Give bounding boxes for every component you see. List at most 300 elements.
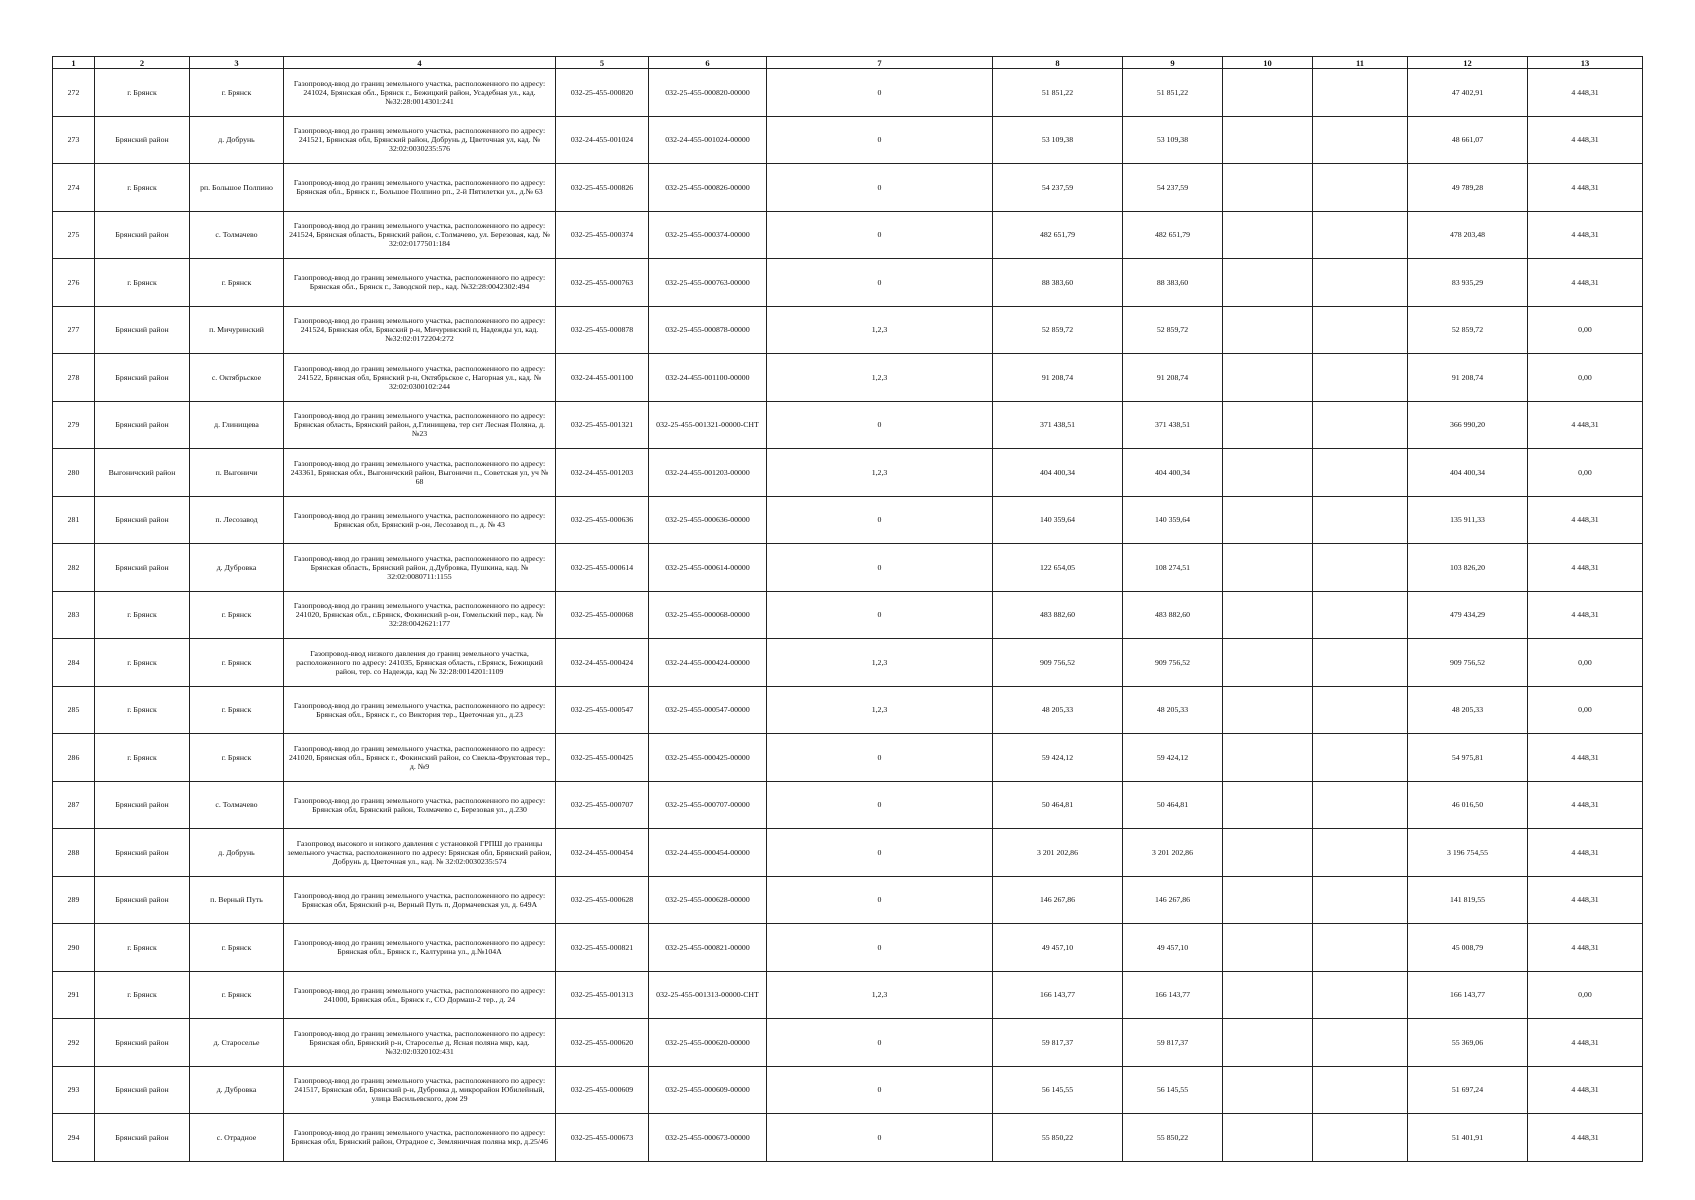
column-7-cell: 0 [767, 876, 993, 924]
row-number: 280 [53, 449, 95, 497]
table-row [53, 639, 1643, 687]
row-number: 281 [53, 496, 95, 544]
column-11-cell [1313, 354, 1408, 402]
column-13-cell: 4 448,31 [1528, 591, 1643, 639]
table-row [53, 449, 1643, 497]
column-7-cell: 0 [767, 734, 993, 782]
area-cell: Брянский район [95, 496, 190, 544]
column-10-cell [1223, 876, 1313, 924]
column-13-cell: 0,00 [1528, 686, 1643, 734]
row-number: 285 [53, 686, 95, 734]
column-9-cell: 166 143,77 [1123, 971, 1223, 1019]
column-8-cell: 483 882,60 [993, 591, 1123, 639]
column-9-cell: 146 267,86 [1123, 876, 1223, 924]
area-cell: г. Брянск [95, 686, 190, 734]
inventory-number-cell: 032-25-455-000609 [556, 1066, 649, 1114]
locality-cell: г. Брянск [190, 259, 284, 307]
object-description-cell: Газопровод-ввод до границ земельного участка, расположенного по адресу: 241024, Брянская обл., Брянск г., Бежицкий район, Усадебная ул., кад. №32:28:0014301:241 [284, 69, 556, 117]
column-9-cell: 56 145,55 [1123, 1066, 1223, 1114]
inventory-number-cell: 032-24-455-000454 [556, 829, 649, 877]
column-9-cell: 54 237,59 [1123, 164, 1223, 212]
locality-cell: г. Брянск [190, 69, 284, 117]
table-row [53, 496, 1643, 544]
object-code-cell: 032-24-455-001100-00000 [649, 354, 767, 402]
column-13-cell: 4 448,31 [1528, 116, 1643, 164]
locality-cell: с. Октябрьское [190, 354, 284, 402]
object-description-cell: Газопровод-ввод до границ земельного участка, расположенного по адресу: Брянская обл, Брянский р-н, Староселье д, Ясная поляна мкр, кад. №32:02:0320102:431 [284, 1019, 556, 1067]
column-11-cell [1313, 1114, 1408, 1162]
inventory-number-cell: 032-25-455-000425 [556, 734, 649, 782]
object-code-cell: 032-25-455-000374-00000 [649, 211, 767, 259]
inventory-number-cell: 032-24-455-000424 [556, 639, 649, 687]
column-10-cell [1223, 639, 1313, 687]
table-row [53, 1114, 1643, 1162]
object-code-cell: 032-25-455-000763-00000 [649, 259, 767, 307]
object-code-cell: 032-25-455-000826-00000 [649, 164, 767, 212]
table-row [53, 686, 1643, 734]
inventory-number-cell: 032-24-455-001024 [556, 116, 649, 164]
inventory-number-cell: 032-25-455-001321 [556, 401, 649, 449]
column-7-cell: 0 [767, 924, 993, 972]
column-12-cell: 48 205,33 [1408, 686, 1528, 734]
column-9-cell: 49 457,10 [1123, 924, 1223, 972]
table-row [53, 69, 1643, 117]
row-number: 277 [53, 306, 95, 354]
table-row [53, 971, 1643, 1019]
object-description-cell: Газопровод-ввод до границ земельного участка, расположенного по адресу: Брянская обл., Брянск г., Заводской пер., кад. №32:28:0042302:494 [284, 259, 556, 307]
column-13-cell: 4 448,31 [1528, 69, 1643, 117]
object-code-cell: 032-24-455-000454-00000 [649, 829, 767, 877]
column-9-cell: 482 651,79 [1123, 211, 1223, 259]
table-row [53, 259, 1643, 307]
column-11-cell [1313, 306, 1408, 354]
area-cell: г. Брянск [95, 164, 190, 212]
column-11-cell [1313, 449, 1408, 497]
row-number: 272 [53, 69, 95, 117]
object-code-cell: 032-25-455-000821-00000 [649, 924, 767, 972]
row-number: 279 [53, 401, 95, 449]
column-12-cell: 51 401,91 [1408, 1114, 1528, 1162]
column-13-cell: 0,00 [1528, 354, 1643, 402]
row-number: 287 [53, 781, 95, 829]
column-13-cell: 0,00 [1528, 449, 1643, 497]
row-number: 294 [53, 1114, 95, 1162]
locality-cell: г. Брянск [190, 734, 284, 782]
area-cell: Брянский район [95, 781, 190, 829]
column-9-cell: 404 400,34 [1123, 449, 1223, 497]
column-10-cell [1223, 924, 1313, 972]
object-description-cell: Газопровод-ввод до границ земельного участка, расположенного по адресу: 241000, Брянская обл., Брянск г., СО Дормаш-2 тер., д. 24 [284, 971, 556, 1019]
inventory-number-cell: 032-25-455-001313 [556, 971, 649, 1019]
object-code-cell: 032-25-455-001313-00000-СНТ [649, 971, 767, 1019]
locality-cell: д. Староселье [190, 1019, 284, 1067]
area-cell: Брянский район [95, 876, 190, 924]
column-9-cell: 140 359,64 [1123, 496, 1223, 544]
column-8-cell: 88 383,60 [993, 259, 1123, 307]
column-11-cell [1313, 496, 1408, 544]
column-11-cell [1313, 259, 1408, 307]
inventory-number-cell: 032-25-455-000821 [556, 924, 649, 972]
column-10-cell [1223, 591, 1313, 639]
column-10-cell [1223, 1114, 1313, 1162]
column-number-header-row [53, 57, 1643, 69]
table-row [53, 1019, 1643, 1067]
column-7-cell: 0 [767, 544, 993, 592]
column-10-cell [1223, 1066, 1313, 1114]
column-8-cell: 404 400,34 [993, 449, 1123, 497]
column-8-cell: 3 201 202,86 [993, 829, 1123, 877]
table-row [53, 306, 1643, 354]
column-10-cell [1223, 686, 1313, 734]
column-13-cell: 4 448,31 [1528, 1019, 1643, 1067]
column-7-cell: 1,2,3 [767, 686, 993, 734]
column-7-cell: 0 [767, 116, 993, 164]
area-cell: Брянский район [95, 116, 190, 164]
column-12-cell: 47 402,91 [1408, 69, 1528, 117]
column-8-cell: 140 359,64 [993, 496, 1123, 544]
table-row [53, 1066, 1643, 1114]
inventory-number-cell: 032-25-455-000068 [556, 591, 649, 639]
area-cell: г. Брянск [95, 734, 190, 782]
object-description-cell: Газопровод высокого и низкого давления с установкой ГРПШ до границы земельного участка, расположенного по адресу: Брянская обл, Брянский район, Добрунь д, Цветочная ул., кад. № 32:02:0030235:574 [284, 829, 556, 877]
column-header-5: 5 [556, 57, 649, 69]
object-description-cell: Газопровод-ввод до границ земельного участка, расположенного по адресу: 241521, Брянская обл, Брянский район, Добрунь д, Цветочная ул, кад. № 32:02:0030235:576 [284, 116, 556, 164]
row-number: 291 [53, 971, 95, 1019]
column-8-cell: 122 654,05 [993, 544, 1123, 592]
column-11-cell [1313, 829, 1408, 877]
table-row [53, 876, 1643, 924]
area-cell: Брянский район [95, 306, 190, 354]
area-cell: г. Брянск [95, 591, 190, 639]
column-10-cell [1223, 69, 1313, 117]
column-8-cell: 91 208,74 [993, 354, 1123, 402]
table-row [53, 211, 1643, 259]
column-9-cell: 50 464,81 [1123, 781, 1223, 829]
column-header-7: 7 [767, 57, 993, 69]
column-7-cell: 0 [767, 211, 993, 259]
column-header-6: 6 [649, 57, 767, 69]
column-13-cell: 4 448,31 [1528, 164, 1643, 212]
column-7-cell: 1,2,3 [767, 354, 993, 402]
column-7-cell: 0 [767, 164, 993, 212]
column-header-12: 12 [1408, 57, 1528, 69]
column-12-cell: 909 756,52 [1408, 639, 1528, 687]
register-sheet [52, 56, 1642, 1162]
column-10-cell [1223, 116, 1313, 164]
area-cell: г. Брянск [95, 69, 190, 117]
column-11-cell [1313, 876, 1408, 924]
column-13-cell: 4 448,31 [1528, 781, 1643, 829]
column-13-cell: 4 448,31 [1528, 401, 1643, 449]
column-13-cell: 4 448,31 [1528, 496, 1643, 544]
column-12-cell: 479 434,29 [1408, 591, 1528, 639]
column-8-cell: 59 817,37 [993, 1019, 1123, 1067]
table-row [53, 401, 1643, 449]
inventory-number-cell: 032-25-455-000673 [556, 1114, 649, 1162]
column-8-cell: 50 464,81 [993, 781, 1123, 829]
locality-cell: д. Дубровка [190, 544, 284, 592]
locality-cell: с. Толмачево [190, 211, 284, 259]
object-code-cell: 032-25-455-000547-00000 [649, 686, 767, 734]
register-table [52, 56, 1643, 1162]
column-10-cell [1223, 1019, 1313, 1067]
area-cell: Брянский район [95, 1066, 190, 1114]
object-description-cell: Газопровод-ввод до границ земельного участка, расположенного по адресу: Брянская обл., Брянск г., Калтурина ул., д.№104А [284, 924, 556, 972]
row-number: 276 [53, 259, 95, 307]
object-code-cell: 032-25-455-000673-00000 [649, 1114, 767, 1162]
column-8-cell: 166 143,77 [993, 971, 1123, 1019]
column-8-cell: 48 205,33 [993, 686, 1123, 734]
column-8-cell: 53 109,38 [993, 116, 1123, 164]
column-header-9: 9 [1123, 57, 1223, 69]
row-number: 288 [53, 829, 95, 877]
column-9-cell: 909 756,52 [1123, 639, 1223, 687]
column-10-cell [1223, 354, 1313, 402]
column-13-cell: 4 448,31 [1528, 211, 1643, 259]
area-cell: Брянский район [95, 1019, 190, 1067]
column-13-cell: 4 448,31 [1528, 259, 1643, 307]
column-10-cell [1223, 449, 1313, 497]
column-9-cell: 3 201 202,86 [1123, 829, 1223, 877]
column-header-1: 1 [53, 57, 95, 69]
column-9-cell: 59 817,37 [1123, 1019, 1223, 1067]
area-cell: Брянский район [95, 544, 190, 592]
table-row [53, 116, 1643, 164]
column-header-2: 2 [95, 57, 190, 69]
column-8-cell: 55 850,22 [993, 1114, 1123, 1162]
column-9-cell: 108 274,51 [1123, 544, 1223, 592]
column-10-cell [1223, 401, 1313, 449]
column-7-cell: 1,2,3 [767, 306, 993, 354]
object-description-cell: Газопровод-ввод низкого давления до границ земельного участка, расположенного по адресу: 241035, Брянская область, г.Брянск, Бежицкий район, тер. со Надежда, кад № 32:28:0014201:1109 [284, 639, 556, 687]
column-10-cell [1223, 971, 1313, 1019]
column-8-cell: 51 851,22 [993, 69, 1123, 117]
locality-cell: д. Глинищева [190, 401, 284, 449]
inventory-number-cell: 032-25-455-000636 [556, 496, 649, 544]
table-row [53, 164, 1643, 212]
locality-cell: рп. Большое Полпино [190, 164, 284, 212]
inventory-number-cell: 032-24-455-001203 [556, 449, 649, 497]
table-row [53, 781, 1643, 829]
row-number: 293 [53, 1066, 95, 1114]
column-12-cell: 135 911,33 [1408, 496, 1528, 544]
column-10-cell [1223, 211, 1313, 259]
column-7-cell: 1,2,3 [767, 639, 993, 687]
row-number: 278 [53, 354, 95, 402]
area-cell: Брянский район [95, 1114, 190, 1162]
column-8-cell: 59 424,12 [993, 734, 1123, 782]
inventory-number-cell: 032-25-455-000628 [556, 876, 649, 924]
column-11-cell [1313, 1019, 1408, 1067]
column-13-cell: 4 448,31 [1528, 924, 1643, 972]
locality-cell: п. Лесозавод [190, 496, 284, 544]
row-number: 275 [53, 211, 95, 259]
area-cell: Брянский район [95, 829, 190, 877]
column-13-cell: 0,00 [1528, 639, 1643, 687]
column-7-cell: 0 [767, 1066, 993, 1114]
column-12-cell: 366 990,20 [1408, 401, 1528, 449]
table-row [53, 829, 1643, 877]
locality-cell: г. Брянск [190, 971, 284, 1019]
column-7-cell: 0 [767, 829, 993, 877]
object-code-cell: 032-25-455-000636-00000 [649, 496, 767, 544]
object-code-cell: 032-25-455-000620-00000 [649, 1019, 767, 1067]
column-7-cell: 0 [767, 1019, 993, 1067]
object-description-cell: Газопровод-ввод до границ земельного участка, расположенного по адресу: 241020, Брянская обл., г.Брянск, Фокинский р-он, Гомельский пер., кад. № 32:28:0042621:177 [284, 591, 556, 639]
column-11-cell [1313, 544, 1408, 592]
column-13-cell: 0,00 [1528, 306, 1643, 354]
column-12-cell: 54 975,81 [1408, 734, 1528, 782]
column-8-cell: 56 145,55 [993, 1066, 1123, 1114]
column-8-cell: 49 457,10 [993, 924, 1123, 972]
column-header-10: 10 [1223, 57, 1313, 69]
column-10-cell [1223, 544, 1313, 592]
object-code-cell: 032-24-455-000424-00000 [649, 639, 767, 687]
object-code-cell: 032-24-455-001203-00000 [649, 449, 767, 497]
column-header-13: 13 [1528, 57, 1643, 69]
column-7-cell: 0 [767, 781, 993, 829]
locality-cell: г. Брянск [190, 686, 284, 734]
object-description-cell: Газопровод-ввод до границ земельного участка, расположенного по адресу: 241020, Брянская обл., Брянск г., Фокинский район, со Свекла-Фруктовая тер., д. №9 [284, 734, 556, 782]
column-8-cell: 482 651,79 [993, 211, 1123, 259]
object-description-cell: Газопровод-ввод до границ земельного участка, расположенного по адресу: 241524, Брянская область, Брянский район, с.Толмачево, ул. Березовая, кад. № 32:02:0177501:184 [284, 211, 556, 259]
column-12-cell: 91 208,74 [1408, 354, 1528, 402]
column-7-cell: 1,2,3 [767, 971, 993, 1019]
column-header-4: 4 [284, 57, 556, 69]
column-11-cell [1313, 971, 1408, 1019]
area-cell: Брянский район [95, 401, 190, 449]
column-9-cell: 371 438,51 [1123, 401, 1223, 449]
column-12-cell: 478 203,48 [1408, 211, 1528, 259]
column-7-cell: 0 [767, 591, 993, 639]
column-13-cell: 4 448,31 [1528, 544, 1643, 592]
column-9-cell: 51 851,22 [1123, 69, 1223, 117]
column-10-cell [1223, 829, 1313, 877]
column-8-cell: 371 438,51 [993, 401, 1123, 449]
column-10-cell [1223, 259, 1313, 307]
column-9-cell: 55 850,22 [1123, 1114, 1223, 1162]
column-8-cell: 146 267,86 [993, 876, 1123, 924]
object-code-cell: 032-25-455-000820-00000 [649, 69, 767, 117]
column-9-cell: 52 859,72 [1123, 306, 1223, 354]
row-number: 283 [53, 591, 95, 639]
object-description-cell: Газопровод-ввод до границ земельного участка, расположенного по адресу: Брянская обл, Брянский район, Толмачево с, Березовая ул., д.230 [284, 781, 556, 829]
object-description-cell: Газопровод-ввод до границ земельного участка, расположенного по адресу: Брянская область, Брянский район, д.Глинищева, тер снт Лесная Поляна, д. №23 [284, 401, 556, 449]
column-9-cell: 48 205,33 [1123, 686, 1223, 734]
row-number: 273 [53, 116, 95, 164]
inventory-number-cell: 032-25-455-000707 [556, 781, 649, 829]
column-12-cell: 404 400,34 [1408, 449, 1528, 497]
column-12-cell: 83 935,29 [1408, 259, 1528, 307]
locality-cell: с. Отрадное [190, 1114, 284, 1162]
object-description-cell: Газопровод-ввод до границ земельного участка, расположенного по адресу: 241524, Брянская обл, Брянский р-н, Мичуринский п, Надежды ул, кад. №32:02:0172204:272 [284, 306, 556, 354]
locality-cell: г. Брянск [190, 591, 284, 639]
column-13-cell: 4 448,31 [1528, 734, 1643, 782]
column-10-cell [1223, 306, 1313, 354]
object-code-cell: 032-25-455-000425-00000 [649, 734, 767, 782]
column-11-cell [1313, 686, 1408, 734]
column-12-cell: 3 196 754,55 [1408, 829, 1528, 877]
inventory-number-cell: 032-25-455-000614 [556, 544, 649, 592]
column-9-cell: 91 208,74 [1123, 354, 1223, 402]
register-body [53, 69, 1643, 1162]
column-10-cell [1223, 781, 1313, 829]
row-number: 292 [53, 1019, 95, 1067]
column-10-cell [1223, 734, 1313, 782]
locality-cell: д. Добрунь [190, 829, 284, 877]
column-12-cell: 49 789,28 [1408, 164, 1528, 212]
object-description-cell: Газопровод-ввод до границ земельного участка, расположенного по адресу: Брянская обл., Брянск г., Большое Полпино рп., 2-й Пятилетки ул., д.№ 63 [284, 164, 556, 212]
object-description-cell: Газопровод-ввод до границ земельного участка, расположенного по адресу: 241522, Брянская обл, Брянский р-н, Октябрьское с, Нагорная ул., кад. № 32:02:0300102:244 [284, 354, 556, 402]
column-13-cell: 4 448,31 [1528, 1114, 1643, 1162]
locality-cell: с. Толмачево [190, 781, 284, 829]
row-number: 282 [53, 544, 95, 592]
inventory-number-cell: 032-25-455-000620 [556, 1019, 649, 1067]
column-11-cell [1313, 924, 1408, 972]
table-row [53, 924, 1643, 972]
locality-cell: д. Добрунь [190, 116, 284, 164]
column-9-cell: 53 109,38 [1123, 116, 1223, 164]
locality-cell: п. Верный Путь [190, 876, 284, 924]
column-7-cell: 0 [767, 1114, 993, 1162]
area-cell: г. Брянск [95, 639, 190, 687]
object-code-cell: 032-25-455-000707-00000 [649, 781, 767, 829]
table-row [53, 544, 1643, 592]
column-11-cell [1313, 164, 1408, 212]
object-description-cell: Газопровод-ввод до границ земельного участка, расположенного по адресу: Брянская обл, Брянский район, Отрадное с, Земляничная поляна мкр, д.25/46 [284, 1114, 556, 1162]
object-description-cell: Газопровод-ввод до границ земельного участка, расположенного по адресу: 241517, Брянская обл, Брянский р-н, Дубровка д, микрорайон Юбилейный, улица Васильевского, дом 29 [284, 1066, 556, 1114]
inventory-number-cell: 032-25-455-000763 [556, 259, 649, 307]
column-8-cell: 54 237,59 [993, 164, 1123, 212]
object-code-cell: 032-25-455-001321-00000-СНТ [649, 401, 767, 449]
inventory-number-cell: 032-25-455-000826 [556, 164, 649, 212]
object-code-cell: 032-25-455-000609-00000 [649, 1066, 767, 1114]
column-12-cell: 103 826,20 [1408, 544, 1528, 592]
column-12-cell: 166 143,77 [1408, 971, 1528, 1019]
object-code-cell: 032-25-455-000628-00000 [649, 876, 767, 924]
column-12-cell: 45 008,79 [1408, 924, 1528, 972]
column-13-cell: 0,00 [1528, 971, 1643, 1019]
column-8-cell: 52 859,72 [993, 306, 1123, 354]
column-12-cell: 55 369,06 [1408, 1019, 1528, 1067]
area-cell: Брянский район [95, 354, 190, 402]
row-number: 274 [53, 164, 95, 212]
table-row [53, 354, 1643, 402]
object-description-cell: Газопровод-ввод до границ земельного участка, расположенного по адресу: Брянская обл, Брянский р-он, Лесозавод п., д. № 43 [284, 496, 556, 544]
column-7-cell: 0 [767, 259, 993, 307]
locality-cell: д. Дубровка [190, 1066, 284, 1114]
column-11-cell [1313, 211, 1408, 259]
column-12-cell: 48 661,07 [1408, 116, 1528, 164]
inventory-number-cell: 032-24-455-001100 [556, 354, 649, 402]
area-cell: г. Брянск [95, 924, 190, 972]
column-11-cell [1313, 69, 1408, 117]
locality-cell: п. Выгоничи [190, 449, 284, 497]
inventory-number-cell: 032-25-455-000374 [556, 211, 649, 259]
object-code-cell: 032-25-455-000068-00000 [649, 591, 767, 639]
column-7-cell: 0 [767, 401, 993, 449]
column-9-cell: 88 383,60 [1123, 259, 1223, 307]
column-7-cell: 0 [767, 496, 993, 544]
column-10-cell [1223, 496, 1313, 544]
column-13-cell: 4 448,31 [1528, 1066, 1643, 1114]
object-code-cell: 032-25-455-000878-00000 [649, 306, 767, 354]
table-row [53, 591, 1643, 639]
column-11-cell [1313, 591, 1408, 639]
column-8-cell: 909 756,52 [993, 639, 1123, 687]
area-cell: Брянский район [95, 211, 190, 259]
locality-cell: п. Мичуринский [190, 306, 284, 354]
